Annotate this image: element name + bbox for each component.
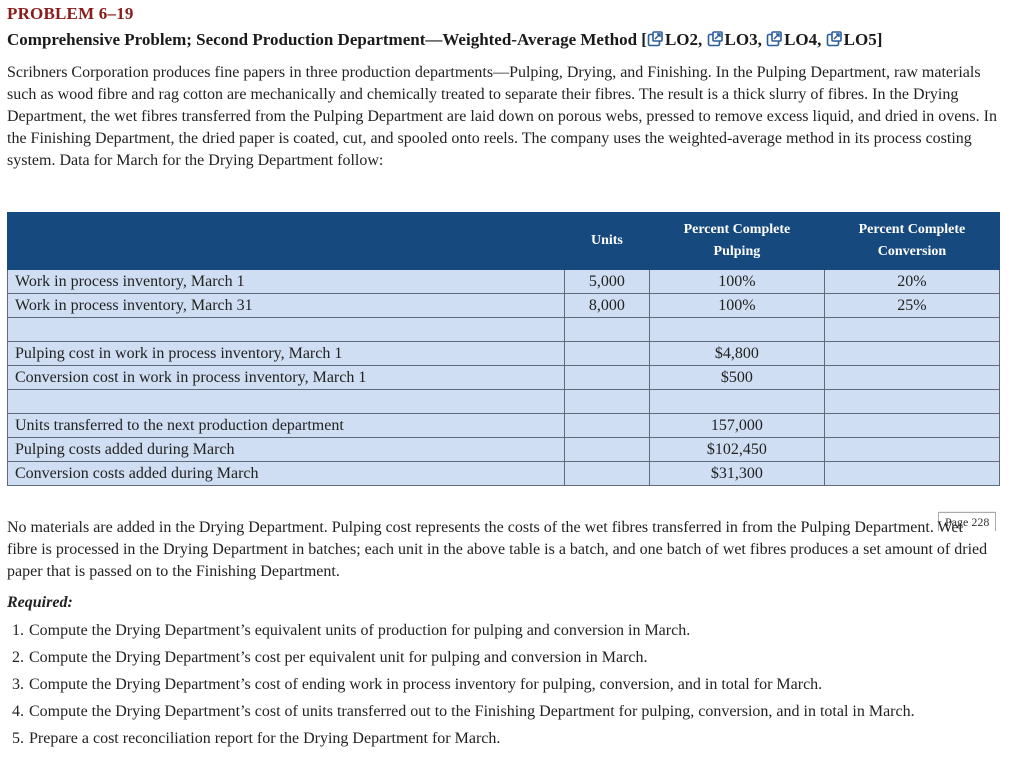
header-label [8,213,565,270]
row-pulping: 157,000 [649,414,824,438]
data-table [7,212,1000,486]
header-pulping-line2: Pulping [713,244,761,259]
row-conversion: 25% [824,294,999,318]
item-number: 1. [12,622,24,639]
intro-paragraph: Scribners Corporation produces fine papers in three production departments—Pulping, Drying, and Finishing. In the Pulping Department, raw materials such as wood fibre and rag cotton are mechanically and chemically treated to separate their fibres. The result is a thick slurry of fibres. In the Drying Department, the wet fibres transferred from the Pulping Department are laid down on porous webs, pressed to remove excess liquid, and dried in ovens. In the Finishing Department, the dried paper is coated, cut, and spooled onto reels. The company uses the weighted-average method in its process costing system. Data for March for the Drying Department follow: [7,64,997,169]
item-text: Prepare a cost reconciliation report for the Drying Department for March. [29,730,501,747]
page-number-tag: Page 228 [938,512,996,531]
row-pulping: $4,800 [649,342,824,366]
list-item [12,647,997,668]
row-label: Pulping cost in work in process inventory, March 1 [8,342,565,366]
list-item [12,728,997,749]
lo-link-3[interactable] [766,30,821,49]
table-row [8,414,1000,438]
row-pulping [649,390,824,414]
row-pulping: 100% [649,294,824,318]
external-link-icon [647,31,663,47]
header-pulping-line1: Percent Complete [683,222,791,237]
item-text: Compute the Drying Department’s equivalent units of production for pulping and conversion in March. [29,622,691,639]
required-heading: Required: [7,594,73,611]
problem-title [7,30,882,50]
list-item [12,620,997,641]
row-units [564,342,649,366]
row-units [564,366,649,390]
row-units: 5,000 [564,270,649,294]
table-row [8,294,1000,318]
list-item [12,701,997,722]
row-label: Conversion cost in work in process inventory, March 1 [8,366,565,390]
row-pulping: 100% [649,270,824,294]
lo-label: LO2, [664,30,703,49]
external-link-icon [826,31,842,47]
table-row-blank [8,318,1000,342]
row-conversion [824,366,999,390]
row-label [8,318,565,342]
table-row-blank [8,390,1000,414]
row-conversion: 20% [824,270,999,294]
table-row [8,462,1000,486]
row-label: Pulping costs added during March [8,438,565,462]
list-item [12,674,997,695]
item-text: Compute the Drying Department’s cost per equivalent unit for pulping and conversion in March. [29,649,648,666]
row-label [8,390,565,414]
item-number: 5. [12,730,24,747]
row-conversion [824,438,999,462]
external-link-icon [707,31,723,47]
row-label: Work in process inventory, March 31 [8,294,565,318]
row-label: Units transferred to the next production department [8,414,565,438]
lo-link-2[interactable] [707,30,762,49]
row-conversion [824,318,999,342]
row-conversion [824,414,999,438]
row-units [564,390,649,414]
row-units [564,462,649,486]
problem-title-text: Comprehensive Problem; Second Production Department—Weighted-Average Method [ [7,30,647,49]
outro-paragraph: No materials are added in the Drying Department. Pulping cost represents the costs of the wet fibres transferred in from the Pulping Department. Wet fibre is processed in the Drying Department in batches; each unit in the above table is a batch, and one batch of wet fibres produces a set amount of dried paper that is passed on to the Finishing Department. [7,519,988,580]
row-units [564,414,649,438]
row-label: Work in process inventory, March 1 [8,270,565,294]
lo-label: LO3, [724,30,762,49]
lo-link-4[interactable] [826,30,877,49]
item-number: 4. [12,703,24,720]
table-row [8,366,1000,390]
item-text: Compute the Drying Department’s cost of units transferred out to the Finishing Department for pulping, conversion, and in total in March. [29,703,915,720]
external-link-icon [766,31,782,47]
header-conversion-line1: Percent Complete [858,222,966,237]
table-row [8,342,1000,366]
header-conversion-line2: Conversion [877,244,947,259]
item-text: Compute the Drying Department’s cost of ending work in process inventory for pulping, conversion, and in total for March. [29,676,823,693]
requirements-list [12,620,997,755]
problem-title-suffix: ] [876,30,883,49]
header-conversion [824,213,999,270]
row-pulping: $500 [649,366,824,390]
row-pulping: $102,450 [649,438,824,462]
header-units-text: Units [590,233,623,248]
row-conversion [824,342,999,366]
lo-link-1[interactable] [647,30,702,49]
item-number: 3. [12,676,24,693]
table-row [8,438,1000,462]
row-units: 8,000 [564,294,649,318]
row-units [564,438,649,462]
table-header-row [8,213,1000,270]
lo-label: LO5 [843,30,877,49]
problem-number: PROBLEM 6–19 [7,4,134,23]
row-label: Conversion costs added during March [8,462,565,486]
item-number: 2. [12,649,24,666]
lo-label: LO4, [784,30,822,49]
header-units [564,213,649,270]
header-pulping [649,213,824,270]
table-row [8,270,1000,294]
row-units [564,318,649,342]
row-conversion [824,390,999,414]
row-conversion [824,462,999,486]
row-pulping: $31,300 [649,462,824,486]
row-pulping [649,318,824,342]
